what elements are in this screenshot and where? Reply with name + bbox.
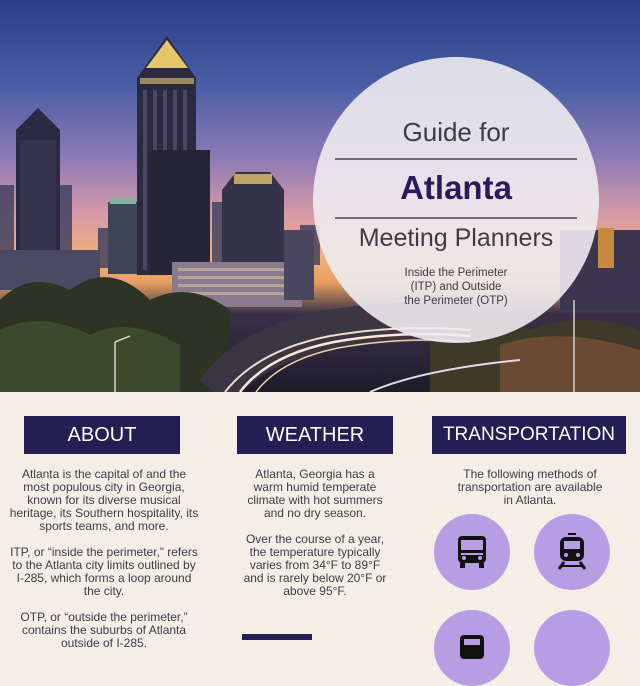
weather-text bbox=[225, 468, 405, 598]
text-line: sports teams, and more. bbox=[39, 519, 169, 533]
guide-title-circle bbox=[313, 57, 599, 343]
text-line: heritage, its Southern hospitality, its bbox=[9, 506, 199, 520]
text-line: Over the course of a year, bbox=[245, 532, 385, 546]
text-line: and is rarely below 20°F or bbox=[243, 571, 387, 585]
text-line: I-285, which forms a loop around bbox=[16, 571, 192, 585]
transportation-column bbox=[432, 416, 626, 454]
bus-icon bbox=[453, 533, 491, 571]
text-line: to the Atlanta city limits outlined by bbox=[12, 558, 196, 572]
text-line: contains the suburbs of Atlanta bbox=[21, 623, 187, 637]
text-line: known for its diverse musical bbox=[27, 493, 181, 507]
text-line: Atlanta is the capital of and the bbox=[21, 467, 187, 481]
train-icon bbox=[553, 533, 591, 571]
vehicle-badge bbox=[434, 610, 510, 686]
about-paragraph bbox=[8, 468, 200, 533]
text-line: transportation are available bbox=[457, 480, 603, 494]
info-section bbox=[0, 392, 640, 650]
text-line: in Atlanta. bbox=[503, 493, 557, 507]
title-atlanta: Atlanta bbox=[400, 169, 512, 206]
weather-paragraph bbox=[225, 468, 405, 520]
text-line: OTP, or “outside the perimeter,” bbox=[20, 610, 188, 624]
text-line: most populous city in Georgia, bbox=[23, 480, 185, 494]
text-line: Atlanta, Georgia has a bbox=[255, 467, 375, 481]
subtitle-line: the Perimeter (OTP) bbox=[404, 295, 508, 307]
vehicle-icon bbox=[453, 629, 491, 667]
title-divider-bottom bbox=[335, 217, 577, 219]
text-line: climate with hot summers bbox=[247, 493, 383, 507]
vehicle-badge bbox=[534, 610, 610, 686]
transportation-paragraph bbox=[440, 468, 620, 507]
text-line: The following methods of bbox=[463, 467, 597, 481]
text-line: above 95°F. bbox=[283, 584, 347, 598]
about-text bbox=[8, 468, 200, 650]
text-line: the temperature typically bbox=[249, 545, 381, 559]
title-meeting-planners: Meeting Planners bbox=[358, 224, 554, 252]
weather-paragraph bbox=[225, 533, 405, 598]
transportation-text bbox=[440, 468, 620, 507]
about-heading: ABOUT bbox=[24, 416, 180, 454]
text-line: varies from 34°F to 89°F bbox=[249, 558, 381, 572]
text-line: and no dry season. bbox=[263, 506, 367, 520]
train-badge bbox=[534, 514, 610, 590]
title-guide-for: Guide for bbox=[402, 117, 510, 147]
title-divider-top bbox=[335, 158, 577, 160]
bus-badge bbox=[434, 514, 510, 590]
subtitle-line: Inside the Perimeter bbox=[404, 267, 508, 279]
text-line: the city. bbox=[83, 584, 125, 598]
subtitle-line: (ITP) and Outside bbox=[410, 281, 502, 293]
text-line: outside of I-285. bbox=[60, 636, 148, 650]
transportation-heading: TRANSPORTATION bbox=[432, 416, 626, 454]
weather-heading: WEATHER bbox=[237, 416, 393, 454]
about-column bbox=[24, 416, 180, 454]
text-line: ITP, or “inside the perimeter,” refers bbox=[10, 545, 198, 559]
text-line: warm humid temperate bbox=[253, 480, 377, 494]
about-paragraph bbox=[8, 611, 200, 650]
weather-column bbox=[237, 416, 393, 454]
weather-chart-edge bbox=[242, 634, 312, 640]
subtitle-perimeter bbox=[313, 266, 599, 308]
about-paragraph bbox=[8, 546, 200, 598]
